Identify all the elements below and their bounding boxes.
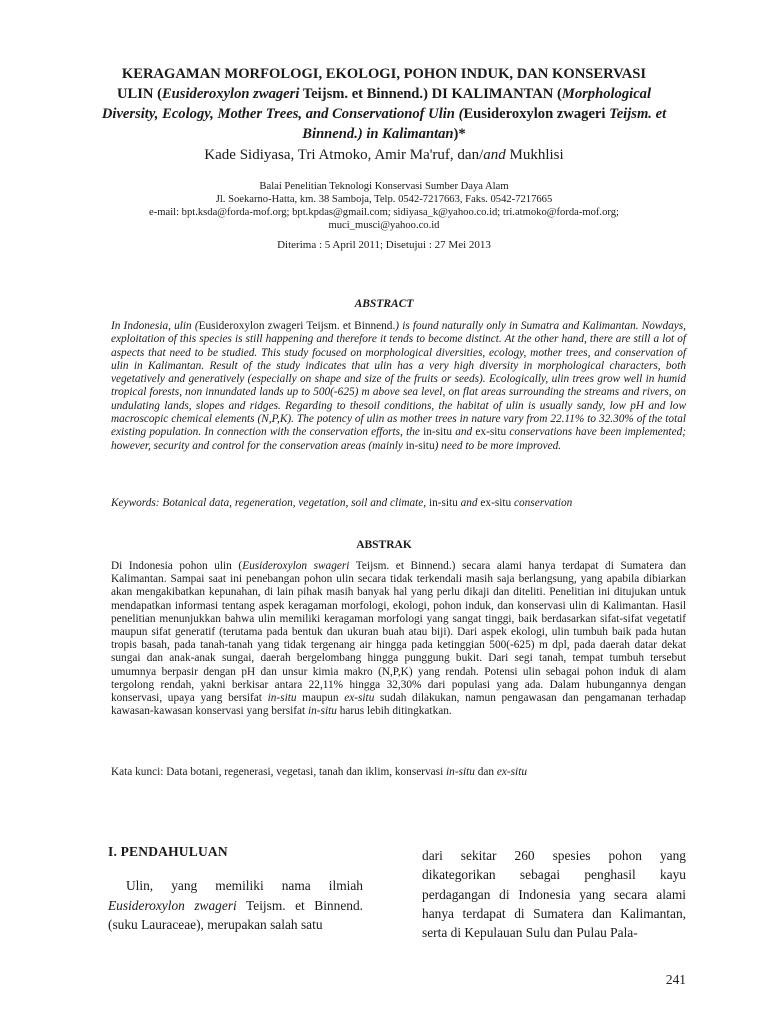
authors-and: and [483, 147, 506, 163]
abstract-text: ) is found naturally only in Sumatra and Kalimantan. Nowdays, exploitation of this species is still happening and therefore it tends to become distinct. At the other hand, there are still a lot of aspects that need to be studied. This study focused on morphological diversities, ecology, mother trees, and conservation of ulin in Kalimantan. Result of the study indicates that ulin has a very high diversity in morphological characters, both vegetatively and generatively (especially on shape and size of the fruits or seeds). Ecologically, ulin trees grow well in humid tropical forests, non innundated lands up to 500(-625) m above sea level, on flat areas surrounding the streams and rivers, on undulating lands, slopes and ridges. Regarding to thesoil conditions, the habitat of ulin is usually sandy, low pH and low macroscopic chemical elements (N,P,K). The potency of ulin as mother trees in nature vary from 22.11% to 32.30% of the total existing population. In connection with the conservation efforts, the [111, 320, 686, 439]
email-list: e-mail: bpt.ksda@forda-mof.org; bpt.kpdas@gmail.com; sidiyasa_k@yahoo.co.id; tri.atmoko@forda-mof.org; [149, 207, 619, 218]
title-segment: )* [453, 126, 466, 142]
body-column-left [108, 876, 363, 935]
abstract-text: conservations have been implemented; however, security and control for the conservation areas (mainly [111, 426, 686, 452]
species-name: Eusideroxylon zwageri Teijsm. et Binnend. [198, 320, 396, 332]
term-ex-situ: ex-situ [475, 426, 507, 439]
title-segment: ULIN ( [116, 86, 162, 102]
term-ex-situ: ex-situ [480, 497, 512, 509]
abstract-text: and [452, 426, 476, 439]
term-in-situ: in-situ [428, 497, 458, 509]
species-name: Eusideroxylon swageri [242, 560, 350, 572]
body-text: Ulin, yang memiliki nama ilmiah [126, 878, 363, 893]
species-name: Eusideroxylon zwageri [161, 86, 300, 102]
title-english: Morphological Diversity, Ecology, Mother Trees, and Conservationof Ulin ( [101, 86, 652, 122]
abstrak-text: Teijsm. et Binnend.) secara alami hanya terdapat di Sumatera dan Kalimantan. Sampai saat ini penebangan pohon ulin secara tidak terkendali masih saja berlangsung, yang apabila dibiarkan akan mengakibatkan kepunahan, di lain pihak masih banyak hal yang perlu dikaji dan diteliti. Penelitian ini ditujukan untuk mendapatkan informasi tentang aspek keragaman morfologi, ekologi, pohon induk, dan konservasi ulin di Kalimantan. Hasil penelitian menunjukkan bahwa ulin memiliki keragaman morfologi yang sangat tinggi, baik berdasarkan sifat-sifat vegetatif maupun sifat generatif (terutama pada bentuk dan ukuran buah atau biji). Dari aspek ekologi, ulin tumbuh baik pada hutan tropis basah, pada tanah-tanah yang tidak tergenang air hingga pada ketinggian 500(-625) m dpl, pada daerah datar dekat sungai dan anak-anak sungai, daerah bergelombang hingga punggung bukit. Dari segi tanah, tempat tumbuh tersebut umumnya berpasir dengan pH dan unsur kimia makro (N,P,K) yang rendah. Potensi ulin sebagai pohon induk di alam tergolong rendah, yakni berkisar antara 22,11% hingga 32,30% dari populasi yang ada. Dalam hubungannya dengan konservasi, upaya yang bersifat [111, 560, 687, 705]
abstract-body [111, 320, 686, 453]
keywords-text: and [457, 497, 481, 509]
body-column-right: dari sekitar 260 spesies pohon yang dikategorikan sebagai penghasil kayu perdagangan di Indonesia yang secara alami hanya terdapat di Sumatera dan Kalimantan, serta di Kepulauan Sulu dan Pulau Pala- [422, 848, 686, 941]
keywords-text: Keywords: Botanical data, regeneration, vegetation, soil and climate, [111, 497, 429, 509]
term-in-situ: in-situ [446, 766, 475, 778]
abstrak-text: harus lebih ditingkatkan. [336, 705, 452, 718]
term-in-situ: in-situ [267, 692, 297, 705]
term-in-situ: in-situ [423, 426, 452, 439]
abstrak-text: maupun [296, 692, 345, 705]
keywords-english [111, 496, 686, 510]
keywords-text: conservation [511, 497, 573, 509]
abstract-text: ) need to be more improved. [434, 439, 562, 452]
title-segment: Teijsm. et Binnend.) DI KALIMANTAN ( [299, 86, 562, 102]
abstrak-heading: ABSTRAK [356, 539, 412, 551]
authors-text: Kade Sidiyasa, Tri Atmoko, Amir Ma'ruf, dan/ [204, 147, 484, 163]
email-list: muci_musci@yahoo.co.id [328, 220, 440, 231]
received-accepted-dates: Diterima : 5 April 2011; Disetujui : 27 Mei 2013 [277, 239, 491, 251]
abstrak-text: sudah dilakukan, namun pengawasan dan pengamanan terhadap kawasan-kawasan konservasi yang bersifat [111, 692, 686, 718]
term-in-situ: in-situ [308, 705, 337, 718]
body-text: Teijsm. et Binnend. (suku Lauraceae), merupakan salah satu [108, 897, 364, 932]
species-name: Eusideroxylon zwageri [108, 897, 237, 913]
species-name: Eusideroxylon zwageri [463, 106, 606, 122]
abstract-heading: ABSTRACT [354, 298, 414, 310]
address: Jl. Soekarno-Hatta, km. 38 Samboja, Telp. 0542-7217663, Faks. 0542-7217665 [215, 194, 553, 205]
abstract-text: In Indonesia, ulin ( [111, 320, 199, 332]
title-english: Teijsm. et Binnend.) in Kalimantan [302, 106, 667, 142]
author-list [100, 145, 668, 165]
page-number: 241 [665, 972, 686, 987]
authors-text: Mukhlisi [505, 147, 564, 163]
term-ex-situ: ex-situ [344, 692, 375, 705]
affiliation [100, 180, 668, 232]
term-in-situ: in-situ [405, 439, 435, 452]
keywords-text: dan [474, 766, 497, 778]
institution: Balai Penelitian Teknologi Konservasi Sumber Daya Alam [259, 181, 509, 192]
abstrak-body [111, 560, 686, 718]
paper-title [100, 64, 668, 144]
title-line-1: KERAGAMAN MORFOLOGI, EKOLOGI, POHON INDUK, DAN KONSERVASI [121, 66, 647, 82]
section-heading: I. PENDAHULUAN [108, 844, 228, 859]
term-ex-situ: ex-situ [496, 766, 527, 778]
keywords-indonesian [111, 765, 686, 779]
keywords-text: Kata kunci: Data botani, regenerasi, vegetasi, tanah dan iklim, konservasi [111, 766, 447, 778]
abstrak-text: Di Indonesia pohon ulin ( [111, 560, 243, 572]
